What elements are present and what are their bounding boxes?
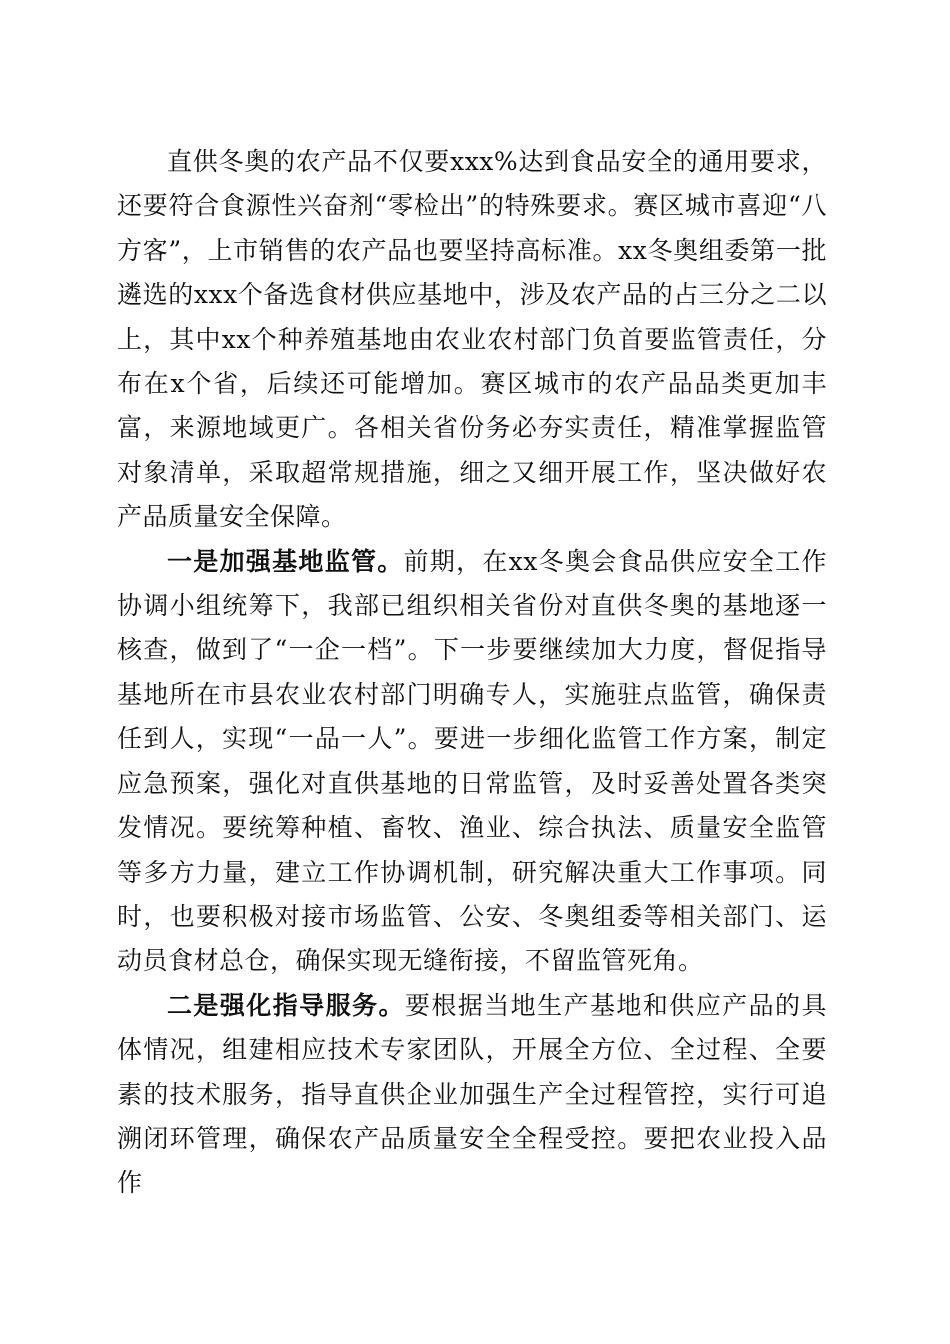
document-body: [117, 140, 827, 1206]
paragraph-1-text: 直供冬奥的农产品不仅要xxx%达到食品安全的通用要求，还要符合食源性兴奋剂“零检出”的特殊要求。赛区城市喜迎“八方客”，上市销售的农产品也要坚持高标准。xx冬奥组委第一批遴选的xxx个备选食材供应基地中，涉及农产品的占三分之二以上，其中xx个种养殖基地由农业农村部门负首要监管责任，分布在x个省，后续还可能增加。赛区城市的农产品品类更加丰富，来源地域更广。各相关省份务必夯实责任，精准掌握监管对象清单，采取超常规措施，细之又细开展工作，坚决做好农产品质量安全保障。: [117, 147, 827, 532]
paragraph-3-text: 要根据当地生产基地和供应产品的具体情况，组建相应技术专家团队，开展全方位、全过程、全要素的技术服务，指导直供企业加强生产全过程管控，实行可追溯闭环管理，确保农产品质量安全全程受控。要把农业投入品作: [117, 990, 827, 1198]
paragraph-2: [117, 540, 827, 984]
paragraph-3: [117, 984, 827, 1206]
paragraph-2-lead: 一是加强基地监管。: [167, 546, 404, 576]
paragraph-1: [117, 140, 827, 540]
paragraph-2-text: 前期，在xx冬奥会食品供应安全工作协调小组统筹下，我部已组织相关省份对直供冬奥的基地逐一核查，做到了“一企一档”。下一步要继续加大力度，督促指导基地所在市县农业农村部门明确专人，实施驻点监管，确保责任到人，实现“一品一人”。要进一步细化监管工作方案，制定应急预案，强化对直供基地的日常监管，及时妥善处置各类突发情况。要统筹种植、畜牧、渔业、综合执法、质量安全监管等多方力量，建立工作协调机制，研究解决重大工作事项。同时，也要积极对接市场监管、公安、冬奥组委等相关部门、运动员食材总仓，确保实现无缝衔接，不留监管死角。: [117, 546, 827, 976]
paragraph-3-lead: 二是强化指导服务。: [167, 990, 405, 1020]
